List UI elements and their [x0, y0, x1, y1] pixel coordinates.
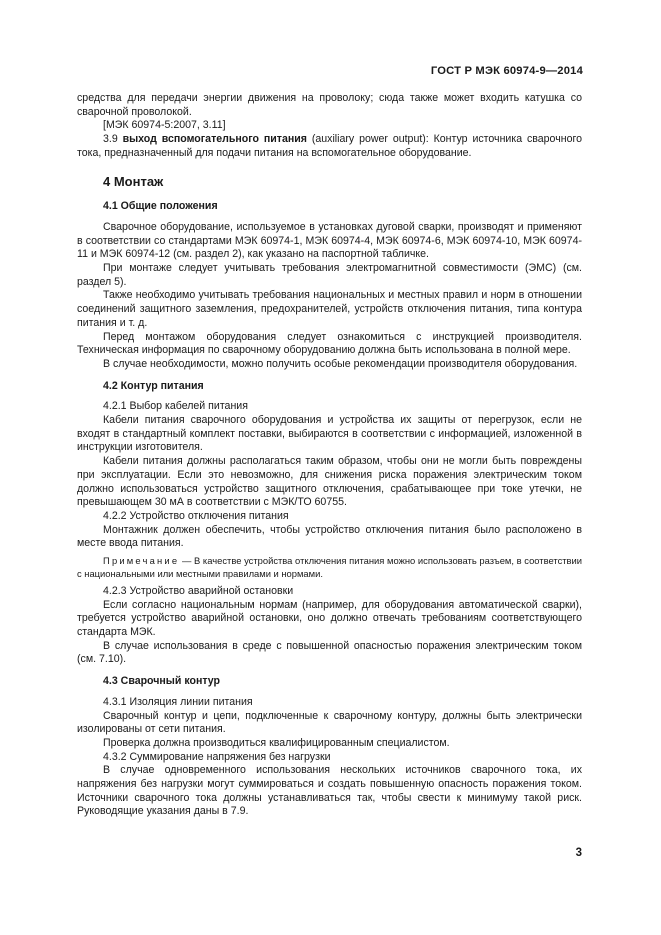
clause-4-2-2: 4.2.2 Устройство отключения питания — [103, 509, 289, 522]
section-heading-4: 4 Монтаж — [103, 173, 164, 189]
definition-3-9 — [77, 133, 582, 160]
paragraph: средства для передачи энергии движения на проволоку; сюда также может входить катушка со сварочной проволокой. — [77, 92, 582, 118]
definition-text: (auxiliary power output): Контур источника сварочного тока, предназначенный для подачи питания на вспомогательное оборудование. — [77, 133, 583, 159]
standard-header: ГОСТ Р МЭК 60974-9—2014 — [430, 65, 583, 77]
subsection-heading-4-3: 4.3 Сварочный контур — [103, 675, 221, 688]
paragraph: Проверка должна производиться квалифицированным специалистом. — [103, 736, 450, 749]
paragraph: В случае использования в среде с повышенной опасностью поражения электрическим током (см. 7.10). — [77, 639, 582, 666]
paragraph: При монтаже следует учитывать требования электромагнитной совместимости (ЭМС) (см. раздел 5). — [77, 262, 582, 288]
paragraph: В случае необходимости, можно получить особые рекомендации производителя оборудования. — [103, 357, 578, 370]
clause-4-2-1: 4.2.1 Выбор кабелей питания — [103, 400, 248, 413]
clause-4-3-2: 4.3.2 Суммирование напряжения без нагрузки — [103, 750, 331, 763]
paragraph: Монтажник должен обеспечить, чтобы устройство отключения питания было расположено в месте ввода питания. — [77, 523, 582, 550]
subsection-heading-4-1: 4.1 Общие положения — [103, 200, 218, 213]
page-content — [77, 92, 582, 819]
paragraph: Сварочное оборудование, используемое в установках дуговой сварки, производят и применяют в соответствии со стандартами МЭК 60974-1, МЭК 60974-4, МЭК 60974-6, МЭК 60974-10, МЭК 60974-11 и МЭК 60974-12 (см. раздел 2), как указано на паспортной табличке. — [77, 220, 582, 261]
paragraph: Перед монтажом оборудования следует ознакомиться с инструкцией производителя. Техническая информация по сварочному оборудованию должна быть использована в полной мере. — [77, 330, 582, 357]
definition-number: 3.9 — [103, 133, 123, 146]
clause-4-3-1: 4.3.1 Изоляция линии питания — [103, 695, 253, 708]
definition-term: выход вспомогательного питания — [122, 133, 307, 146]
paragraph: В случае одновременного использования нескольких источников сварочного тока, их напряжения без нагрузки могут суммироваться и создать повышенную опасность поражения током. Источники сварочного тока должны устанавливаться так, чтобы свести к минимуму такой риск. Руководящие указания даны в 7.9. — [77, 764, 582, 818]
note-text: — В качестве устройства отключения питания можно использовать разъем, в соответствии с национальными или местными правилами и нормами. — [77, 555, 582, 579]
paragraph: Также необходимо учитывать требования национальных и местных правил и норм в отношении соединений защитного заземления, предохранителей, устройств отключения питания, типа контура питания и т. д. — [77, 289, 582, 329]
paragraph: Сварочный контур и цепи, подключенные к сварочному контуру, должны быть электрически изолированы от сети питания. — [77, 709, 582, 736]
paragraph: Кабели питания должны располагаться таким образом, чтобы они не могли быть повреждены при эксплуатации. Если это невозможно, для снижения риска поражения электрическим током должно использоваться устройство защитного отключения, срабатывающее при токе утечки, не превышающем 30 мА в соответствии с МЭК/ТО 60755. — [77, 455, 582, 509]
note — [77, 555, 582, 580]
note-label: Примечание — [103, 555, 180, 567]
paragraph: Кабели питания сварочного оборудования и устройства их защиты от перегрузок, если не входят в стандартный комплект поставки, выбираются в соответствии с информацией, изложенной в инструкции изготовителя. — [77, 414, 582, 454]
reference: [МЭК 60974-5:2007, 3.11] — [103, 119, 226, 132]
clause-4-2-3: 4.2.3 Устройство аварийной остановки — [103, 584, 294, 597]
paragraph: Если согласно национальным нормам (например, для оборудования автоматической сварки), требуется устройство аварийной остановки, оно должно отвечать требованиям соответствующего стандарта МЭК. — [77, 598, 582, 639]
page-number: 3 — [575, 847, 582, 859]
subsection-heading-4-2: 4.2 Контур питания — [103, 379, 204, 392]
